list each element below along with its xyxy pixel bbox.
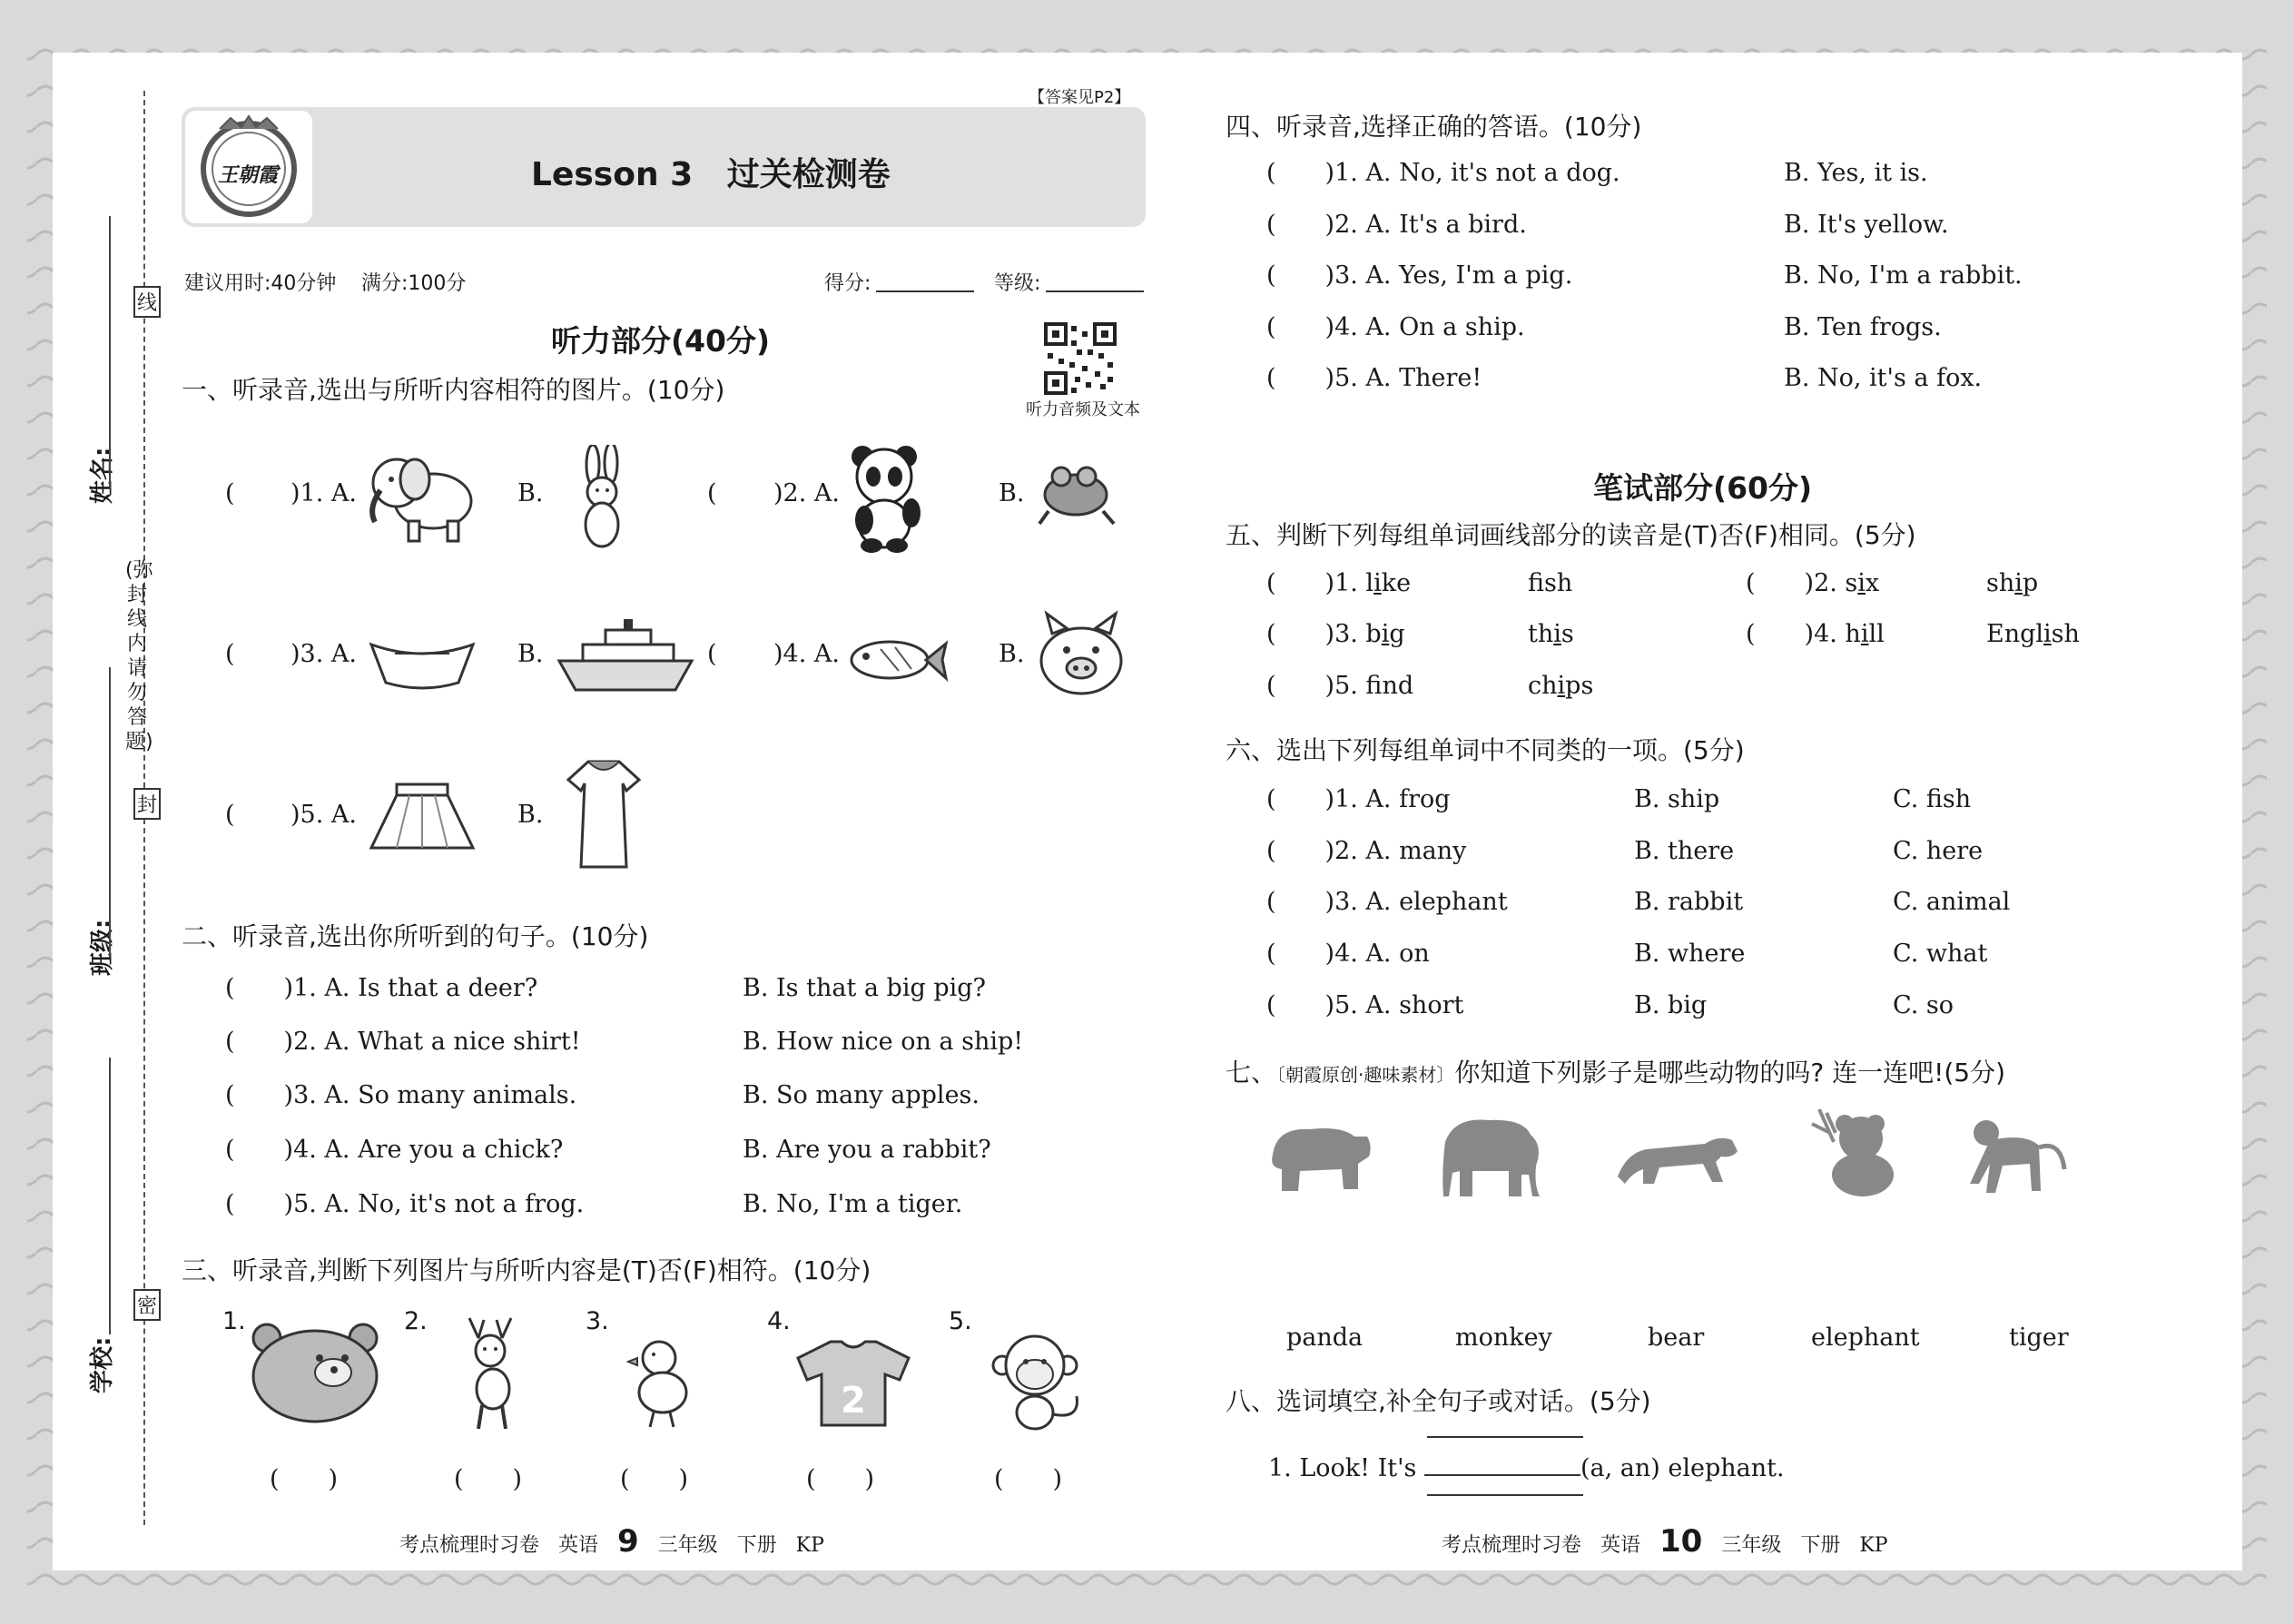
s5-item4-word-b bbox=[1986, 620, 2080, 648]
s2-heading: 二、听录音,选出你所听到的句子。(10分) bbox=[182, 921, 649, 951]
qr-code-icon[interactable] bbox=[1044, 322, 1117, 395]
elephant-shadow-picture[interactable] bbox=[1436, 1115, 1545, 1201]
s5-item4-num: ( )4. bbox=[1746, 620, 1846, 648]
s3-item3-blank[interactable]: ( ) bbox=[620, 1465, 689, 1493]
s4-item3-b: B. No, I'm a rabbit. bbox=[1784, 261, 2023, 290]
logo-text: 王朝霞 bbox=[218, 164, 279, 187]
footer-left-grade: 三年级 bbox=[657, 1534, 718, 1557]
class-label: 班级: bbox=[89, 919, 116, 976]
s1-item1-num: )1. A. bbox=[290, 479, 357, 507]
s3-item1-num: 1. bbox=[222, 1307, 246, 1335]
s4-item5-a[interactable]: ( )5. A. There! bbox=[1266, 364, 1482, 392]
ship-picture bbox=[556, 617, 696, 694]
s6-item4-b: B. where bbox=[1634, 940, 1746, 968]
s6-item5-b: B. big bbox=[1634, 991, 1708, 1019]
s5-item4[interactable] bbox=[1746, 620, 1885, 648]
s6-item3-a[interactable]: ( )3. A. elephant bbox=[1266, 888, 1508, 916]
s8-item1-pre: 1. Look! It's bbox=[1268, 1454, 1417, 1482]
name-field-line[interactable] bbox=[109, 216, 111, 488]
s5-item4-word-a-end: ll bbox=[1868, 620, 1885, 648]
s5-item1[interactable] bbox=[1266, 569, 1411, 597]
s1-paren-5[interactable]: ( bbox=[225, 801, 235, 829]
s5-item3-word-a: b bbox=[1365, 620, 1382, 648]
s6-item3-b: B. rabbit bbox=[1634, 888, 1744, 916]
s1-item2-num: )2. A. bbox=[773, 479, 840, 507]
shirt-number: 2 bbox=[841, 1380, 866, 1422]
s5-item5-word-b-start: ch bbox=[1528, 672, 1558, 700]
s5-item3-word-a-end: g bbox=[1389, 620, 1405, 648]
chick-picture bbox=[626, 1334, 694, 1430]
s5-item1-word-a-sound: i bbox=[1373, 569, 1382, 597]
class-field-line[interactable] bbox=[109, 667, 111, 958]
s5-item2-word-b-sound: i bbox=[2014, 569, 2023, 597]
s5-item1-num: ( )1. bbox=[1266, 569, 1366, 597]
s5-item3[interactable] bbox=[1266, 620, 1405, 648]
panda-picture bbox=[844, 440, 930, 554]
logo-panel bbox=[185, 111, 312, 223]
footer-left-ver: KP bbox=[795, 1534, 824, 1557]
s4-item1-a[interactable]: ( )1. A. No, it's not a dog. bbox=[1266, 159, 1620, 187]
bear-picture bbox=[247, 1318, 383, 1425]
s4-item1-b: B. Yes, it is. bbox=[1784, 159, 1928, 187]
full-score: 满分:100分 bbox=[361, 272, 467, 295]
s5-item1-word-a: l bbox=[1365, 569, 1374, 597]
s3-item5-blank[interactable]: ( ) bbox=[994, 1465, 1063, 1493]
s4-item2-a[interactable]: ( )2. A. It's a bird. bbox=[1266, 211, 1527, 239]
s5-item4-word-a-sound: i bbox=[1860, 620, 1869, 648]
s2-item3-a[interactable]: ( )3. A. So many animals. bbox=[225, 1081, 577, 1109]
s5-item2-word-b-end: p bbox=[2022, 569, 2039, 597]
s8-blank-bottom-line bbox=[1427, 1494, 1583, 1496]
school-label: 学校: bbox=[89, 1336, 116, 1393]
s5-item1-word-b-end: sh bbox=[1544, 569, 1573, 597]
s5-item5-word-b-sound: i bbox=[1557, 672, 1566, 700]
s1-item3-num: )3. A. bbox=[290, 640, 357, 668]
tiger-shadow-picture[interactable] bbox=[1614, 1126, 1741, 1189]
s5-item3-num: ( )3. bbox=[1266, 620, 1366, 648]
score-field[interactable] bbox=[876, 290, 974, 292]
binding-line-char: 线 bbox=[133, 286, 161, 318]
s5-item2-word-b bbox=[1986, 569, 2038, 597]
s2-item3-b: B. So many apples. bbox=[743, 1081, 980, 1109]
s5-item5-word-b-end: ps bbox=[1565, 672, 1594, 700]
footer-right-page: 10 bbox=[1659, 1523, 1703, 1560]
binding-dense-char: 密 bbox=[133, 1289, 161, 1321]
pig-picture bbox=[1030, 608, 1130, 704]
s8-blank-top-line bbox=[1427, 1436, 1583, 1438]
school-field-line[interactable] bbox=[109, 1058, 111, 1334]
elephant-picture bbox=[359, 445, 486, 549]
s3-heading: 三、听录音,判断下列图片与所听内容是(T)否(F)相符。(10分) bbox=[182, 1255, 871, 1285]
footer-right-subject: 英语 bbox=[1600, 1534, 1641, 1557]
s4-heading: 四、听录音,选择正确的答语。(10分) bbox=[1226, 112, 1642, 142]
s2-item1-a[interactable]: ( )1. A. Is that a deer? bbox=[225, 974, 538, 1002]
s5-item5-word-b bbox=[1528, 672, 1593, 700]
s6-item5-a[interactable]: ( )5. A. short bbox=[1266, 991, 1464, 1019]
s4-item3-a[interactable]: ( )3. A. Yes, I'm a pig. bbox=[1266, 261, 1573, 290]
footer-left-subject: 英语 bbox=[558, 1534, 599, 1557]
s1-paren-3[interactable]: ( bbox=[225, 640, 235, 668]
s7-heading: 你知道下列影子是哪些动物的吗? 连一连吧!(5分) bbox=[1454, 1058, 2006, 1088]
s1-item4-num: )4. A. bbox=[773, 640, 840, 668]
s6-item4-a[interactable]: ( )4. A. on bbox=[1266, 940, 1430, 968]
suggested-time: 建议用时:40分钟 bbox=[184, 272, 337, 295]
s1-item2-b: B. bbox=[999, 479, 1025, 507]
s1-paren-4[interactable]: ( bbox=[707, 640, 717, 668]
binding-seal-char: 封 bbox=[133, 788, 161, 820]
s6-item4-c: C. what bbox=[1893, 940, 1988, 968]
s6-item1-c: C. fish bbox=[1893, 785, 1972, 813]
monkey-picture bbox=[989, 1333, 1089, 1432]
score-label: 得分: bbox=[824, 272, 871, 295]
s1-item3-b: B. bbox=[517, 640, 544, 668]
s5-item4-word-b-sound: i bbox=[2043, 620, 2052, 648]
shirt-picture bbox=[794, 1338, 912, 1429]
s5-item2[interactable] bbox=[1746, 569, 1879, 597]
s6-item5-c: C. so bbox=[1893, 991, 1954, 1019]
s5-item5-num: ( )5. bbox=[1266, 672, 1366, 700]
s6-item2-c: C. here bbox=[1893, 837, 1984, 865]
s7-heading-row bbox=[1226, 1053, 2005, 1089]
listening-heading: 听力部分(40分) bbox=[551, 323, 771, 359]
s2-item4-b: B. Are you a rabbit? bbox=[743, 1136, 991, 1164]
s2-item2-a[interactable]: ( )2. A. What a nice shirt! bbox=[225, 1028, 581, 1056]
s4-item4-a[interactable]: ( )4. A. On a ship. bbox=[1266, 313, 1525, 341]
s7-word-4[interactable]: elephant bbox=[1811, 1324, 1920, 1352]
s5-item4-word-a: h bbox=[1845, 620, 1861, 648]
s5-item5-word-a-end: nd bbox=[1382, 672, 1414, 700]
s1-item5-num: )5. A. bbox=[290, 801, 357, 829]
s5-item3-word-b bbox=[1528, 620, 1574, 648]
grade-field[interactable] bbox=[1046, 290, 1144, 292]
s5-item4-word-b-start: Engl bbox=[1986, 620, 2044, 648]
answer-reference: 【答案见P2】 bbox=[1029, 88, 1131, 107]
s8-item1-blank[interactable] bbox=[1424, 1452, 1580, 1476]
bear-shadow-picture[interactable] bbox=[1264, 1118, 1374, 1196]
s5-item3-word-b-end: s bbox=[1561, 620, 1574, 648]
s1-paren[interactable]: ( bbox=[225, 479, 235, 507]
written-heading: 笔试部分(60分) bbox=[1593, 470, 1813, 506]
s3-item2-blank[interactable]: ( ) bbox=[454, 1465, 523, 1493]
dress-picture bbox=[561, 758, 647, 871]
s3-item4-num: 4. bbox=[767, 1307, 791, 1335]
s3-item2-num: 2. bbox=[404, 1307, 428, 1335]
skirt-picture bbox=[368, 781, 477, 853]
s6-item3-c: C. animal bbox=[1893, 888, 2011, 916]
s4-item5-b: B. No, it's a fox. bbox=[1784, 364, 1983, 392]
s5-item2-num: ( )2. bbox=[1746, 569, 1846, 597]
boat-picture bbox=[368, 626, 477, 694]
qr-caption: 听力音频及文本 bbox=[1026, 400, 1140, 419]
s1-item4-b: B. bbox=[999, 640, 1025, 668]
s3-item3-num: 3. bbox=[586, 1307, 609, 1335]
fish-picture bbox=[844, 631, 949, 690]
s2-item5-a[interactable]: ( )5. A. No, it's not a frog. bbox=[225, 1190, 585, 1218]
s5-item2-word-a-end: x bbox=[1865, 569, 1880, 597]
test-name: 过关检测卷 bbox=[726, 156, 891, 193]
footer-left-page: 9 bbox=[617, 1523, 639, 1560]
s1-item5-b: B. bbox=[517, 801, 544, 829]
s5-item5[interactable] bbox=[1266, 672, 1413, 700]
s5-item4-word-b-end: sh bbox=[2051, 620, 2080, 648]
s7-word-5[interactable]: tiger bbox=[2009, 1324, 2069, 1352]
s5-item1-word-b bbox=[1528, 569, 1572, 597]
s3-item1-blank[interactable]: ( ) bbox=[270, 1465, 339, 1493]
s4-item4-b: B. Ten frogs. bbox=[1784, 313, 1942, 341]
s1-paren-2[interactable]: ( bbox=[707, 479, 717, 507]
s5-item2-word-a: s bbox=[1845, 569, 1858, 597]
s5-item2-word-b-start: sh bbox=[1986, 569, 2015, 597]
footer-left bbox=[399, 1523, 824, 1560]
s5-item1-word-b-start: f bbox=[1528, 569, 1545, 597]
s2-item2-b: B. How nice on a ship! bbox=[743, 1028, 1024, 1056]
s5-item5-word-a: f bbox=[1365, 672, 1383, 700]
s2-item4-a[interactable]: ( )4. A. Are you a chick? bbox=[225, 1136, 564, 1164]
s4-item2-b: B. It's yellow. bbox=[1784, 211, 1949, 239]
footer-right-grade: 三年级 bbox=[1721, 1534, 1782, 1557]
grade-label: 等级: bbox=[994, 272, 1041, 295]
binding-notice: (弥封线内请勿答题) bbox=[125, 559, 153, 753]
s7-word-1[interactable]: panda bbox=[1286, 1324, 1364, 1352]
lesson-title bbox=[531, 149, 891, 195]
rabbit-picture bbox=[567, 445, 635, 554]
s7-word-2[interactable]: monkey bbox=[1455, 1324, 1552, 1352]
s6-heading: 六、选出下列每组单词中不同类的一项。(5分) bbox=[1226, 735, 1745, 765]
s3-item4-blank[interactable]: ( ) bbox=[806, 1465, 875, 1493]
s8-item1-post: (a, an) elephant. bbox=[1580, 1454, 1785, 1482]
s1-heading: 一、听录音,选出与所听内容相符的图片。(10分) bbox=[182, 375, 725, 405]
footer-left-book: 考点梳理时习卷 bbox=[399, 1534, 540, 1557]
s8-heading: 八、选词填空,补全句子或对话。(5分) bbox=[1226, 1386, 1651, 1416]
s7-word-3[interactable]: bear bbox=[1648, 1324, 1705, 1352]
footer-left-term: 下册 bbox=[736, 1534, 777, 1557]
s5-heading: 五、判断下列每组单词画线部分的读音是(T)否(F)相同。(5分) bbox=[1226, 520, 1916, 550]
s5-item1-word-a-end: ke bbox=[1381, 569, 1412, 597]
footer-right-book: 考点梳理时习卷 bbox=[1442, 1534, 1582, 1557]
s2-item5-b: B. No, I'm a tiger. bbox=[743, 1190, 963, 1218]
s5-item2-word-a-sound: i bbox=[1857, 569, 1866, 597]
s2-item1-b: B. Is that a big pig? bbox=[743, 974, 987, 1002]
s5-item3-word-b-start: th bbox=[1528, 620, 1554, 648]
title-banner bbox=[182, 107, 1146, 227]
s1-item1-b: B. bbox=[517, 479, 544, 507]
s5-item3-word-a-sound: i bbox=[1381, 620, 1390, 648]
footer-right-term: 下册 bbox=[1800, 1534, 1841, 1557]
monkey-shadow-picture[interactable] bbox=[1963, 1118, 2072, 1200]
s7-prefix: 七、 bbox=[1226, 1058, 1277, 1088]
s6-item1-b: B. ship bbox=[1634, 785, 1720, 813]
lesson-number: Lesson 3 bbox=[531, 156, 694, 193]
s7-tag: 〔朝霞原创·趣味素材〕 bbox=[1276, 1064, 1455, 1086]
panda-shadow-picture[interactable] bbox=[1807, 1106, 1897, 1196]
frog-picture bbox=[1030, 458, 1121, 531]
s6-item1-a[interactable]: ( )1. A. frog bbox=[1266, 785, 1451, 813]
footer-right-ver: KP bbox=[1859, 1534, 1888, 1557]
s8-item1 bbox=[1268, 1452, 1785, 1482]
s6-item2-b: B. there bbox=[1634, 837, 1735, 865]
footer-right bbox=[1442, 1523, 1888, 1560]
s6-item2-a[interactable]: ( )2. A. many bbox=[1266, 837, 1467, 865]
s5-item3-word-b-sound: i bbox=[1553, 620, 1561, 648]
s3-item5-num: 5. bbox=[949, 1307, 972, 1335]
deer-picture bbox=[458, 1314, 527, 1432]
name-label: 姓名: bbox=[89, 447, 116, 504]
